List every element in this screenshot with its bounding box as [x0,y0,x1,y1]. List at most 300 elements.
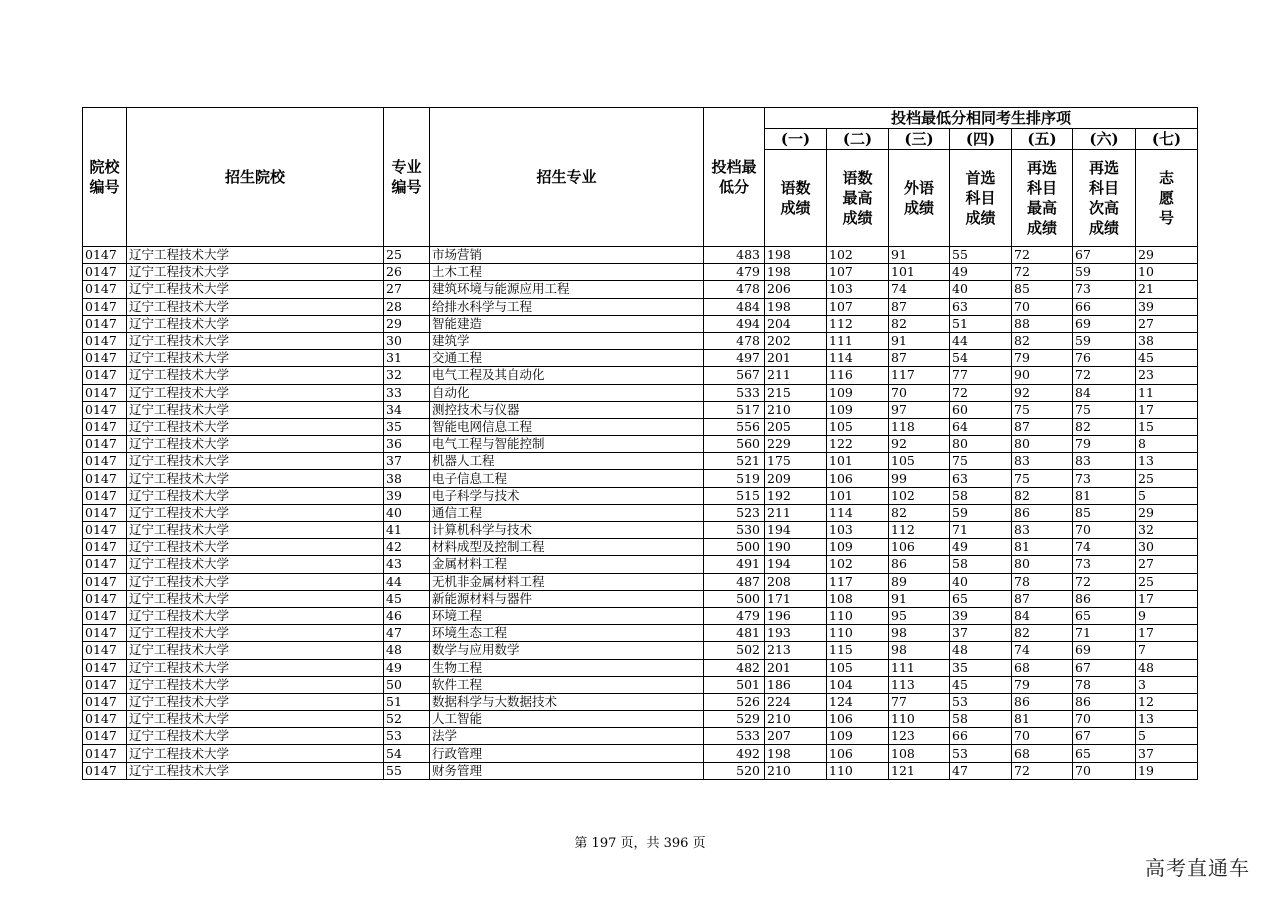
preference-no-cell: 11 [1136,384,1198,401]
chinese-math-max-cell: 101 [827,453,889,470]
preference-no-cell: 13 [1136,453,1198,470]
major-code-cell: 28 [384,298,430,315]
chinese-math-max-cell: 112 [827,315,889,332]
major-code-cell: 31 [384,350,430,367]
reselect-second-cell: 73 [1073,470,1136,487]
reselect-second-cell: 70 [1073,522,1136,539]
table-row [83,332,1198,349]
reselect-second-cell: 78 [1073,676,1136,693]
table-row [83,350,1198,367]
school-name-cell: 辽宁工程技术大学 [127,384,384,401]
major-code-cell: 38 [384,470,430,487]
preference-no-cell: 8 [1136,436,1198,453]
major-name-cell: 交通工程 [430,350,704,367]
chinese-math-score-cell: 207 [765,728,827,745]
reselect-max-cell: 81 [1012,539,1073,556]
header-tie-title: 投档最低分相同考生排序项 [765,108,1198,129]
min-score-cell: 487 [704,573,765,590]
major-name-cell: 建筑环境与能源应用工程 [430,281,704,298]
chinese-math-max-cell: 107 [827,264,889,281]
chinese-math-score-cell: 211 [765,367,827,384]
reselect-max-cell: 86 [1012,504,1073,521]
reselect-second-cell: 72 [1073,573,1136,590]
table-row [83,642,1198,659]
major-code-cell: 47 [384,625,430,642]
major-code-cell: 46 [384,607,430,624]
preference-no-cell: 15 [1136,418,1198,435]
major-name-cell: 材料成型及控制工程 [430,539,704,556]
table-row [83,453,1198,470]
chinese-math-score-cell: 211 [765,504,827,521]
school-name-cell: 辽宁工程技术大学 [127,487,384,504]
reselect-second-cell: 69 [1073,315,1136,332]
chinese-math-score-cell: 201 [765,350,827,367]
major-code-cell: 29 [384,315,430,332]
chinese-math-score-cell: 198 [765,298,827,315]
first-subject-cell: 71 [950,522,1012,539]
first-subject-cell: 40 [950,281,1012,298]
major-code-cell: 33 [384,384,430,401]
min-score-cell: 520 [704,762,765,779]
school-code-cell: 0147 [83,332,127,349]
major-name-cell: 环境生态工程 [430,625,704,642]
table-row [83,487,1198,504]
table-row [83,281,1198,298]
first-subject-cell: 35 [950,659,1012,676]
chinese-math-max-cell: 106 [827,745,889,762]
school-name-cell: 辽宁工程技术大学 [127,332,384,349]
major-name-cell: 通信工程 [430,504,704,521]
min-score-cell: 479 [704,607,765,624]
school-name-cell: 辽宁工程技术大学 [127,539,384,556]
table-body [83,247,1198,780]
school-name-cell: 辽宁工程技术大学 [127,728,384,745]
school-code-cell: 0147 [83,264,127,281]
preference-no-cell: 27 [1136,556,1198,573]
school-name-cell: 辽宁工程技术大学 [127,436,384,453]
reselect-max-cell: 82 [1012,487,1073,504]
school-name-cell: 辽宁工程技术大学 [127,625,384,642]
chinese-math-max-cell: 108 [827,590,889,607]
chinese-math-score-cell: 210 [765,762,827,779]
reselect-second-cell: 79 [1073,436,1136,453]
preference-no-cell: 17 [1136,401,1198,418]
min-score-cell: 494 [704,315,765,332]
tie-order-header: (六) [1073,129,1136,150]
chinese-math-score-cell: 198 [765,745,827,762]
chinese-math-max-cell: 109 [827,401,889,418]
school-name-cell: 辽宁工程技术大学 [127,659,384,676]
reselect-max-cell: 68 [1012,745,1073,762]
school-code-cell: 0147 [83,693,127,710]
school-name-cell: 辽宁工程技术大学 [127,418,384,435]
preference-no-cell: 5 [1136,728,1198,745]
school-code-cell: 0147 [83,247,127,264]
foreign-lang-cell: 98 [889,625,950,642]
min-score-cell: 560 [704,436,765,453]
chinese-math-max-cell: 102 [827,247,889,264]
chinese-math-max-cell: 109 [827,728,889,745]
chinese-math-score-cell: 202 [765,332,827,349]
chinese-math-max-cell: 103 [827,281,889,298]
major-name-cell: 法学 [430,728,704,745]
foreign-lang-cell: 91 [889,247,950,264]
school-name-cell: 辽宁工程技术大学 [127,642,384,659]
chinese-math-max-cell: 124 [827,693,889,710]
first-subject-cell: 64 [950,418,1012,435]
school-code-cell: 0147 [83,453,127,470]
school-code-cell: 0147 [83,711,127,728]
major-code-cell: 39 [384,487,430,504]
header-major-name: 招生专业 [430,108,704,247]
preference-no-cell: 25 [1136,573,1198,590]
school-name-cell: 辽宁工程技术大学 [127,522,384,539]
chinese-math-score-cell: 193 [765,625,827,642]
major-code-cell: 51 [384,693,430,710]
major-code-cell: 27 [384,281,430,298]
school-name-cell: 辽宁工程技术大学 [127,556,384,573]
tie-item-header: 外语成绩 [889,150,950,247]
foreign-lang-cell: 77 [889,693,950,710]
foreign-lang-cell: 82 [889,315,950,332]
preference-no-cell: 21 [1136,281,1198,298]
foreign-lang-cell: 102 [889,487,950,504]
foreign-lang-cell: 97 [889,401,950,418]
table-row [83,676,1198,693]
preference-no-cell: 39 [1136,298,1198,315]
first-subject-cell: 77 [950,367,1012,384]
foreign-lang-cell: 91 [889,332,950,349]
major-code-cell: 42 [384,539,430,556]
reselect-max-cell: 92 [1012,384,1073,401]
tie-order-header: (五) [1012,129,1073,150]
chinese-math-max-cell: 107 [827,298,889,315]
chinese-math-max-cell: 104 [827,676,889,693]
chinese-math-score-cell: 194 [765,522,827,539]
school-name-cell: 辽宁工程技术大学 [127,711,384,728]
min-score-cell: 492 [704,745,765,762]
reselect-second-cell: 67 [1073,659,1136,676]
table-header [83,108,1198,247]
tie-item-header: 志愿号 [1136,150,1198,247]
major-code-cell: 30 [384,332,430,349]
foreign-lang-cell: 70 [889,384,950,401]
table-row [83,762,1198,779]
foreign-lang-cell: 118 [889,418,950,435]
first-subject-cell: 55 [950,247,1012,264]
table-row [83,401,1198,418]
reselect-second-cell: 75 [1073,401,1136,418]
min-score-cell: 526 [704,693,765,710]
reselect-second-cell: 71 [1073,625,1136,642]
school-code-cell: 0147 [83,350,127,367]
reselect-max-cell: 82 [1012,332,1073,349]
reselect-second-cell: 86 [1073,590,1136,607]
chinese-math-score-cell: 215 [765,384,827,401]
first-subject-cell: 49 [950,539,1012,556]
chinese-math-max-cell: 109 [827,384,889,401]
school-code-cell: 0147 [83,625,127,642]
school-code-cell: 0147 [83,556,127,573]
major-code-cell: 52 [384,711,430,728]
major-name-cell: 电气工程及其自动化 [430,367,704,384]
min-score-cell: 530 [704,522,765,539]
reselect-second-cell: 84 [1073,384,1136,401]
reselect-second-cell: 65 [1073,607,1136,624]
first-subject-cell: 60 [950,401,1012,418]
chinese-math-score-cell: 209 [765,470,827,487]
reselect-max-cell: 74 [1012,642,1073,659]
major-code-cell: 49 [384,659,430,676]
min-score-cell: 523 [704,504,765,521]
school-code-cell: 0147 [83,676,127,693]
chinese-math-score-cell: 198 [765,264,827,281]
major-name-cell: 财务管理 [430,762,704,779]
preference-no-cell: 29 [1136,504,1198,521]
foreign-lang-cell: 98 [889,642,950,659]
school-name-cell: 辽宁工程技术大学 [127,350,384,367]
preference-no-cell: 32 [1136,522,1198,539]
table-row [83,693,1198,710]
major-name-cell: 电子科学与技术 [430,487,704,504]
school-name-cell: 辽宁工程技术大学 [127,264,384,281]
foreign-lang-cell: 101 [889,264,950,281]
school-name-cell: 辽宁工程技术大学 [127,607,384,624]
preference-no-cell: 5 [1136,487,1198,504]
min-score-cell: 478 [704,281,765,298]
school-code-cell: 0147 [83,762,127,779]
table-row [83,436,1198,453]
chinese-math-score-cell: 201 [765,659,827,676]
first-subject-cell: 49 [950,264,1012,281]
reselect-max-cell: 80 [1012,556,1073,573]
major-code-cell: 26 [384,264,430,281]
chinese-math-max-cell: 110 [827,762,889,779]
preference-no-cell: 17 [1136,625,1198,642]
min-score-cell: 567 [704,367,765,384]
reselect-max-cell: 72 [1012,247,1073,264]
reselect-second-cell: 83 [1073,453,1136,470]
first-subject-cell: 58 [950,556,1012,573]
major-code-cell: 55 [384,762,430,779]
min-score-cell: 483 [704,247,765,264]
chinese-math-score-cell: 224 [765,693,827,710]
school-name-cell: 辽宁工程技术大学 [127,247,384,264]
chinese-math-max-cell: 122 [827,436,889,453]
foreign-lang-cell: 91 [889,590,950,607]
min-score-cell: 533 [704,384,765,401]
major-code-cell: 53 [384,728,430,745]
first-subject-cell: 48 [950,642,1012,659]
reselect-max-cell: 82 [1012,625,1073,642]
table-row [83,625,1198,642]
reselect-max-cell: 72 [1012,264,1073,281]
foreign-lang-cell: 106 [889,539,950,556]
major-name-cell: 测控技术与仪器 [430,401,704,418]
major-code-cell: 44 [384,573,430,590]
chinese-math-max-cell: 114 [827,350,889,367]
first-subject-cell: 40 [950,573,1012,590]
reselect-second-cell: 81 [1073,487,1136,504]
major-name-cell: 机器人工程 [430,453,704,470]
school-code-cell: 0147 [83,470,127,487]
chinese-math-max-cell: 110 [827,625,889,642]
reselect-max-cell: 84 [1012,607,1073,624]
reselect-max-cell: 80 [1012,436,1073,453]
major-name-cell: 新能源材料与器件 [430,590,704,607]
major-code-cell: 25 [384,247,430,264]
school-name-cell: 辽宁工程技术大学 [127,762,384,779]
tie-order-header: (二) [827,129,889,150]
table-row [83,298,1198,315]
major-name-cell: 市场营销 [430,247,704,264]
reselect-max-cell: 68 [1012,659,1073,676]
preference-no-cell: 9 [1136,607,1198,624]
chinese-math-score-cell: 190 [765,539,827,556]
tie-order-header: (四) [950,129,1012,150]
preference-no-cell: 37 [1136,745,1198,762]
min-score-cell: 500 [704,590,765,607]
min-score-cell: 556 [704,418,765,435]
major-code-cell: 41 [384,522,430,539]
reselect-max-cell: 87 [1012,418,1073,435]
tie-item-header: 首选科目成绩 [950,150,1012,247]
reselect-max-cell: 78 [1012,573,1073,590]
school-code-cell: 0147 [83,281,127,298]
school-code-cell: 0147 [83,384,127,401]
min-score-cell: 519 [704,470,765,487]
min-score-cell: 479 [704,264,765,281]
chinese-math-max-cell: 110 [827,607,889,624]
preference-no-cell: 38 [1136,332,1198,349]
reselect-max-cell: 83 [1012,522,1073,539]
first-subject-cell: 37 [950,625,1012,642]
chinese-math-max-cell: 105 [827,418,889,435]
foreign-lang-cell: 82 [889,504,950,521]
first-subject-cell: 45 [950,676,1012,693]
chinese-math-max-cell: 111 [827,332,889,349]
major-code-cell: 35 [384,418,430,435]
preference-no-cell: 17 [1136,590,1198,607]
foreign-lang-cell: 74 [889,281,950,298]
preference-no-cell: 13 [1136,711,1198,728]
chinese-math-max-cell: 105 [827,659,889,676]
first-subject-cell: 58 [950,487,1012,504]
major-code-cell: 37 [384,453,430,470]
preference-no-cell: 23 [1136,367,1198,384]
chinese-math-score-cell: 194 [765,556,827,573]
school-name-cell: 辽宁工程技术大学 [127,745,384,762]
chinese-math-score-cell: 210 [765,401,827,418]
school-name-cell: 辽宁工程技术大学 [127,676,384,693]
chinese-math-max-cell: 114 [827,504,889,521]
reselect-max-cell: 75 [1012,401,1073,418]
table-row [83,522,1198,539]
chinese-math-score-cell: 192 [765,487,827,504]
reselect-second-cell: 66 [1073,298,1136,315]
min-score-cell: 517 [704,401,765,418]
table-row [83,573,1198,590]
preference-no-cell: 10 [1136,264,1198,281]
major-name-cell: 金属材料工程 [430,556,704,573]
major-name-cell: 智能建造 [430,315,704,332]
reselect-second-cell: 59 [1073,264,1136,281]
reselect-max-cell: 79 [1012,350,1073,367]
foreign-lang-cell: 92 [889,436,950,453]
reselect-max-cell: 90 [1012,367,1073,384]
reselect-second-cell: 70 [1073,711,1136,728]
table-row [83,607,1198,624]
admission-table [82,107,1198,780]
school-code-cell: 0147 [83,522,127,539]
chinese-math-max-cell: 102 [827,556,889,573]
school-code-cell: 0147 [83,298,127,315]
reselect-max-cell: 70 [1012,298,1073,315]
major-name-cell: 数据科学与大数据技术 [430,693,704,710]
chinese-math-max-cell: 117 [827,573,889,590]
chinese-math-score-cell: 205 [765,418,827,435]
first-subject-cell: 58 [950,711,1012,728]
reselect-second-cell: 67 [1073,247,1136,264]
major-code-cell: 36 [384,436,430,453]
major-name-cell: 电子信息工程 [430,470,704,487]
major-code-cell: 45 [384,590,430,607]
major-name-cell: 智能电网信息工程 [430,418,704,435]
reselect-second-cell: 69 [1073,642,1136,659]
chinese-math-score-cell: 208 [765,573,827,590]
tie-item-header: 语数最高成绩 [827,150,889,247]
major-name-cell: 土木工程 [430,264,704,281]
school-name-cell: 辽宁工程技术大学 [127,504,384,521]
preference-no-cell: 29 [1136,247,1198,264]
school-name-cell: 辽宁工程技术大学 [127,453,384,470]
reselect-max-cell: 72 [1012,762,1073,779]
min-score-cell: 500 [704,539,765,556]
min-score-cell: 502 [704,642,765,659]
major-code-cell: 48 [384,642,430,659]
chinese-math-max-cell: 101 [827,487,889,504]
table-row [83,315,1198,332]
foreign-lang-cell: 95 [889,607,950,624]
table-row [83,556,1198,573]
tie-order-header: (三) [889,129,950,150]
min-score-cell: 497 [704,350,765,367]
foreign-lang-cell: 108 [889,745,950,762]
chinese-math-max-cell: 115 [827,642,889,659]
chinese-math-max-cell: 116 [827,367,889,384]
foreign-lang-cell: 87 [889,350,950,367]
major-name-cell: 自动化 [430,384,704,401]
first-subject-cell: 53 [950,693,1012,710]
reselect-second-cell: 74 [1073,539,1136,556]
min-score-cell: 481 [704,625,765,642]
table-row [83,384,1198,401]
school-code-cell: 0147 [83,607,127,624]
major-name-cell: 电气工程与智能控制 [430,436,704,453]
school-code-cell: 0147 [83,418,127,435]
major-code-cell: 54 [384,745,430,762]
major-name-cell: 无机非金属材料工程 [430,573,704,590]
reselect-max-cell: 75 [1012,470,1073,487]
reselect-max-cell: 85 [1012,281,1073,298]
major-name-cell: 人工智能 [430,711,704,728]
min-score-cell: 501 [704,676,765,693]
school-name-cell: 辽宁工程技术大学 [127,367,384,384]
school-code-cell: 0147 [83,315,127,332]
header-school-code: 院校编号 [83,108,127,247]
tie-item-header: 再选科目次高成绩 [1073,150,1136,247]
reselect-second-cell: 86 [1073,693,1136,710]
